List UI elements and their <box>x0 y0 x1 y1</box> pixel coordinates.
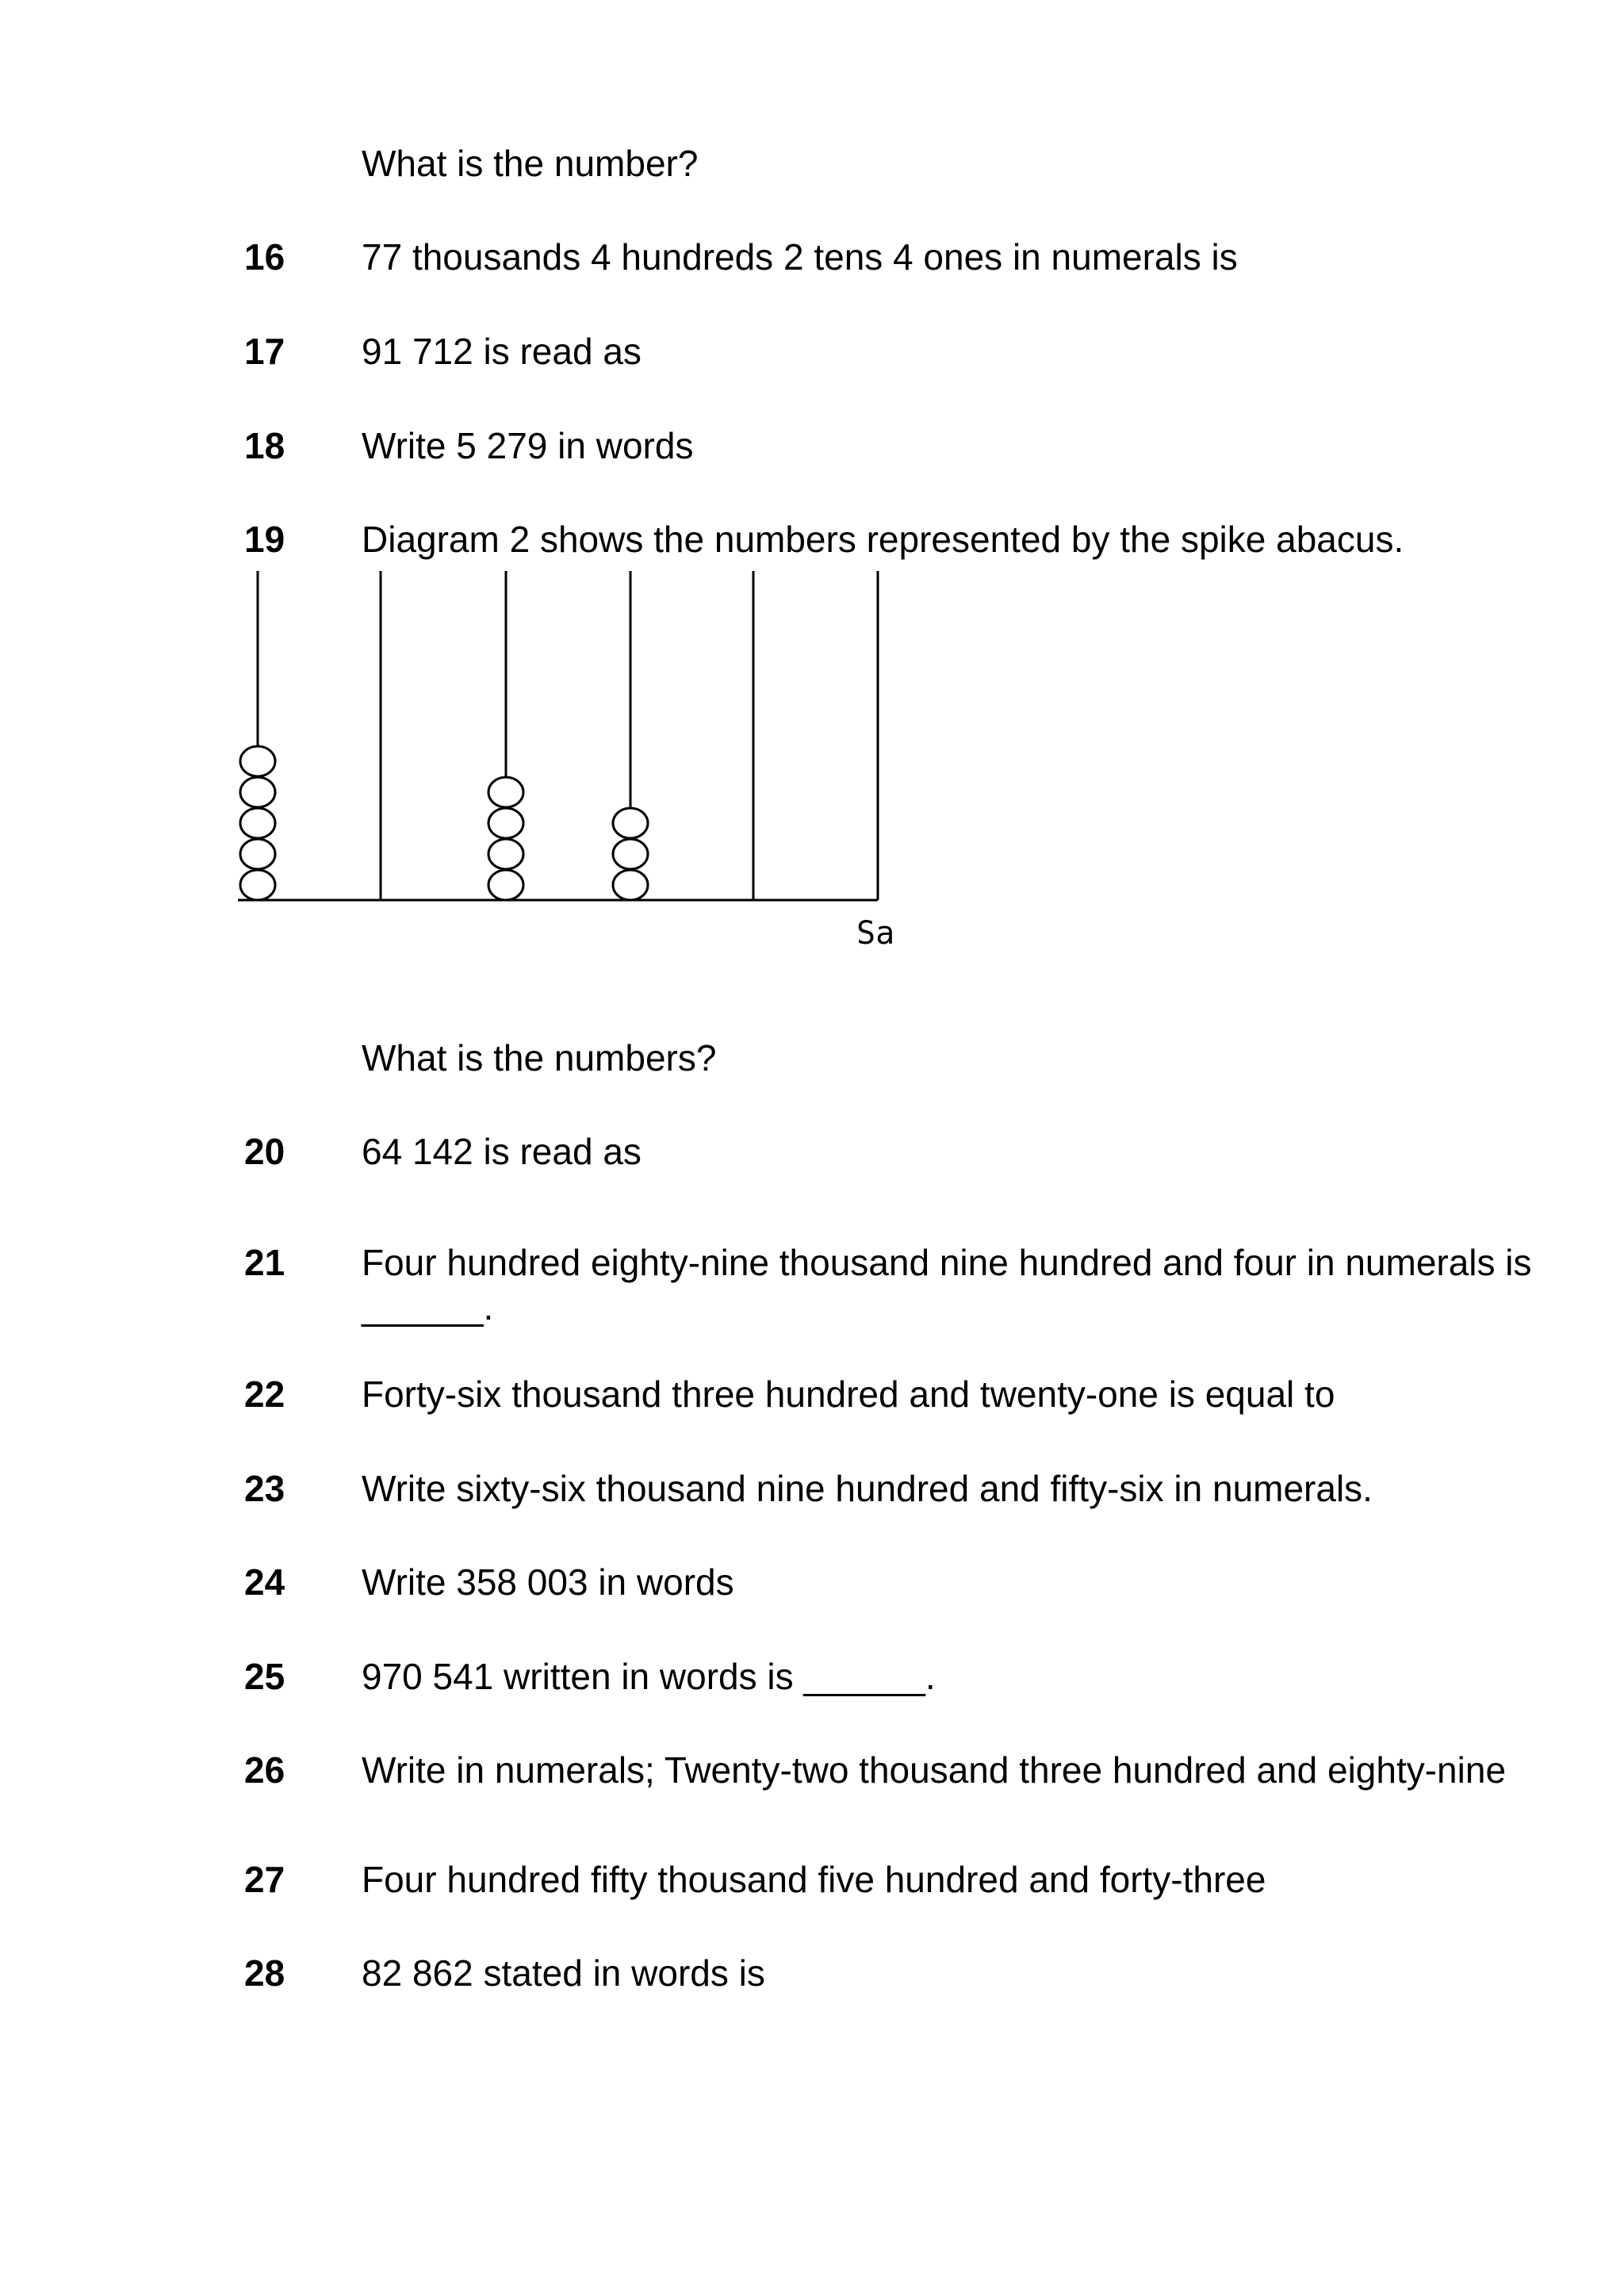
question-number: 17 <box>244 331 285 372</box>
question-text: Write sixty-six thousand nine hundred and fifty-six in numerals. <box>362 1468 1373 1509</box>
section-prompt: What is the numbers? <box>362 1037 717 1079</box>
abacus-bead <box>240 808 275 838</box>
abacus-bead <box>240 870 275 900</box>
question-text: Forty-six thousand three hundred and twenty-one is equal to <box>362 1374 1335 1415</box>
place-value-label: Sa <box>856 915 895 952</box>
question-number: 19 <box>244 519 285 560</box>
abacus-bead <box>488 870 523 900</box>
question-text: Write in numerals; Twenty-two thousand three hundred and eighty-nine <box>362 1749 1507 1791</box>
abacus-bead <box>240 839 275 869</box>
question-text: Four hundred fifty thousand five hundred and forty-three <box>362 1859 1266 1900</box>
abacus-bead <box>488 839 523 869</box>
abacus-bead <box>613 808 648 838</box>
question-number: 27 <box>244 1859 285 1900</box>
question-text: 82 862 stated in words is <box>362 1952 765 1994</box>
abacus-beads <box>240 746 648 900</box>
question-number: 25 <box>244 1656 285 1697</box>
question-number: 21 <box>244 1242 285 1283</box>
question-text: Diagram 2 shows the numbers represented by the spike abacus. <box>362 519 1404 560</box>
question-number: 16 <box>244 236 285 278</box>
abacus-bead <box>488 808 523 838</box>
question-number: 22 <box>244 1374 285 1415</box>
question-text: Write 358 003 in words <box>362 1561 734 1603</box>
question-text: Write 5 279 in words <box>362 425 694 466</box>
question-text: 970 541 written in words is ______. <box>362 1656 936 1697</box>
question-number: 18 <box>244 425 285 466</box>
question-text: Four hundred eighty-nine thousand nine hundred and four in numerals is ______. <box>362 1242 1532 1328</box>
question-number: 26 <box>244 1749 285 1791</box>
abacus-bead <box>240 746 275 776</box>
question-number: 20 <box>244 1131 285 1172</box>
abacus-bead <box>613 839 648 869</box>
abacus-bead <box>240 777 275 807</box>
section-prompt: What is the number? <box>362 143 699 184</box>
question-text: 77 thousands 4 hundreds 2 tens 4 ones in numerals is <box>362 236 1238 278</box>
abacus-bead <box>488 777 523 807</box>
spike-abacus-diagram <box>222 565 904 953</box>
question-text: 91 712 is read as <box>362 331 642 372</box>
question-number: 28 <box>244 1952 285 1994</box>
question-text: 64 142 is read as <box>362 1131 642 1172</box>
question-number: 23 <box>244 1468 285 1509</box>
question-number: 24 <box>244 1561 285 1603</box>
abacus-bead <box>613 870 648 900</box>
